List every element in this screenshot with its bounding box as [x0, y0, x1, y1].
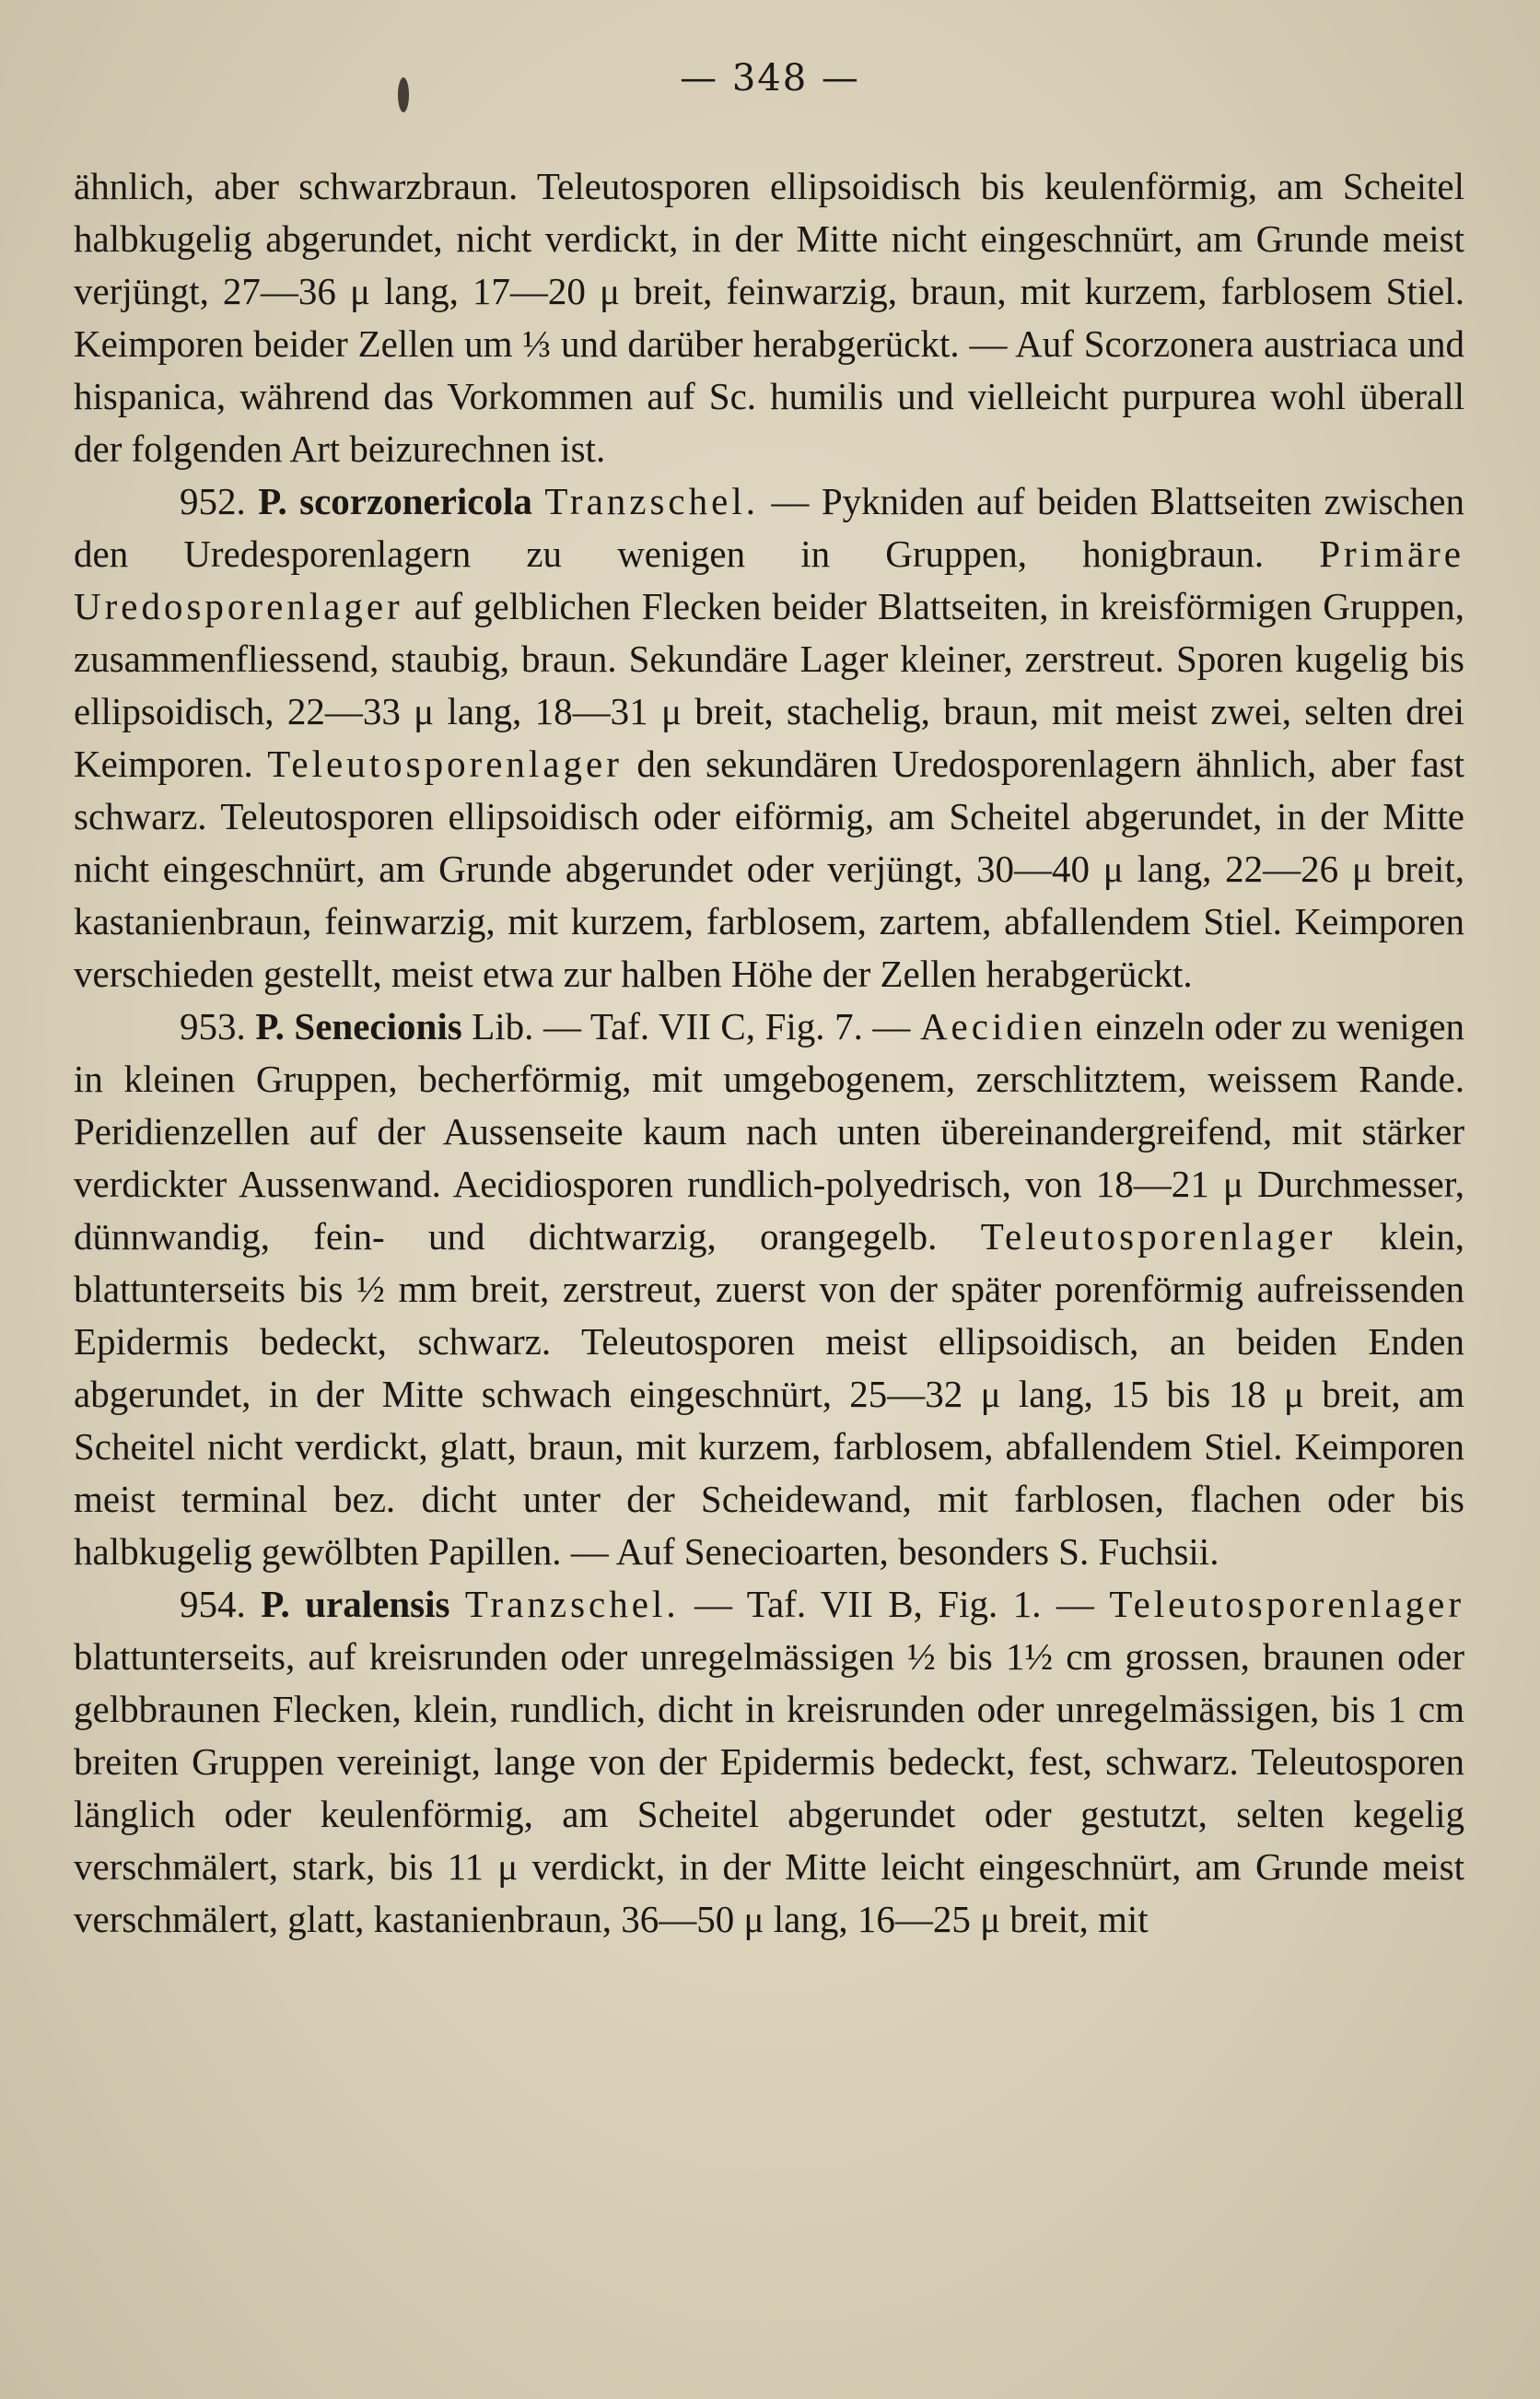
- entry-952: [74, 475, 1464, 1001]
- species-name: P. uralensis: [261, 1583, 450, 1625]
- entry-term: Primäre Uredosporenlager: [74, 532, 1464, 627]
- entry-term: Teleutosporenlager: [980, 1215, 1336, 1258]
- entry-text: — Taf. VII B, Fig. 1. —: [679, 1583, 1110, 1625]
- entry-text: den sekundären Uredosporenlagern ähnlich, aber fast schwarz. Teleutosporen ellipsoidisch oder eiförmig, am Scheitel abgerundet, in der Mitte nicht eingeschnürt, am Grunde abgerundet oder verjüngt, 30—40 μ lang, 22—26 μ breit, kastanienbraun, feinwarzig, mit kurzem, farblosem, zartem, abfallendem Stiel. Keimporen verschieden gestellt, meist etwa zur halben Höhe der Zellen herabgerückt.: [74, 743, 1464, 995]
- page-body: [74, 160, 1464, 1946]
- entry-text: einzeln oder zu wenigen in kleinen Gruppen, becherförmig, mit umgebogenem, zerschlitztem, weissem Rande. Peridienzellen auf der Aussenseite kaum nach unten übereinandergreifend, mit stärker verdickter Aussenwand. Aecidiosporen rundlich-polyedrisch, von 18—21 μ Durchmesser, dünnwandig, fein- und dichtwarzig, orangegelb.: [74, 1005, 1465, 1258]
- entry-text: — Pykniden auf beiden Blattseiten zwischen den Uredesporenlagern zu wenigen in Gruppen, honigbraun.: [74, 480, 1465, 575]
- continuation-paragraph: ähnlich, aber schwarzbraun. Teleutosporen ellipsoidisch bis keulenförmig, am Scheitel halbkugelig abgerundet, nicht verdickt, in der Mitte nicht eingeschnürt, am Grunde meist verjüngt, 27—36 μ lang, 17—20 μ breit, feinwarzig, braun, mit kurzem, farblosem Stiel. Keimporen beider Zellen um ⅓ und darüber herabgerückt. — Auf Scorzonera austriaca und hispanica, während das Vorkommen auf Sc. humilis und vielleicht purpurea wohl überall der folgenden Art beizurechnen ist.: [74, 165, 1464, 470]
- species-author: Tranzschel.: [464, 1583, 680, 1625]
- species-name: P. scorzonericola: [258, 480, 532, 522]
- entry-number: 953.: [180, 1005, 246, 1047]
- entry-text: — Taf. VII C, Fig. 7. —: [533, 1005, 920, 1047]
- entry-text: blattunterseits, auf kreisrunden oder unregelmässigen ½ bis 1½ cm grossen, braunen oder gelbbraunen Flecken, klein, rundlich, dicht in kreisrunden oder unregelmässigen, bis 1 cm breiten Gruppen vereinigt, lange von der Epidermis bedeckt, fest, schwarz. Teleutosporen länglich oder keulenförmig, am Scheitel abgerundet oder gestutzt, selten kegelig verschmälert, stark, bis 11 μ verdickt, in der Mitte leicht eingeschnürt, am Grunde meist verschmälert, glatt, kastanienbraun, 36—50 μ lang, 16—25 μ breit, mit: [74, 1635, 1464, 1940]
- entry-953: [74, 1001, 1464, 1578]
- entry-term: Teleutosporenlager: [1109, 1583, 1465, 1625]
- species-author: Lib.: [472, 1005, 534, 1047]
- entry-number: 952.: [180, 480, 246, 522]
- species-author: Tranzschel.: [544, 480, 759, 522]
- entry-term: Teleutosporenlager: [267, 743, 623, 785]
- entry-number: 954.: [180, 1583, 246, 1625]
- species-name: P. Senecionis: [255, 1005, 462, 1047]
- entry-text: klein, blattunterseits bis ½ mm breit, zerstreut, zuerst von der später porenförmig aufreissenden Epidermis bedeckt, schwarz. Teleutosporen meist ellipsoidisch, an beiden Enden abgerundet, in der Mitte schwach eingeschnürt, 25—32 μ lang, 15 bis 18 μ breit, am Scheitel nicht verdickt, glatt, braun, mit kurzem, farblosem, abfallendem Stiel. Keimporen meist terminal bez. dicht unter der Scheidewand, mit farblosen, flachen oder bis halbkugelig gewölbten Papillen. — Auf Senecioarten, besonders S. Fuchsii.: [74, 1215, 1464, 1573]
- entry-954: [74, 1578, 1464, 1946]
- page-number: — 348 —: [680, 57, 860, 99]
- entry-text: auf gelblichen Flecken beider Blattseiten, in kreisförmigen Gruppen, zusammenfliessend, staubig, braun. Sekundäre Lager kleiner, zerstreut. Sporen kugelig bis ellipsoidisch, 22—33 μ lang, 18—31 μ breit, stachelig, braun, mit meist zwei, selten drei Keimporen.: [74, 585, 1464, 785]
- entry-term: Aecidien: [919, 1005, 1086, 1047]
